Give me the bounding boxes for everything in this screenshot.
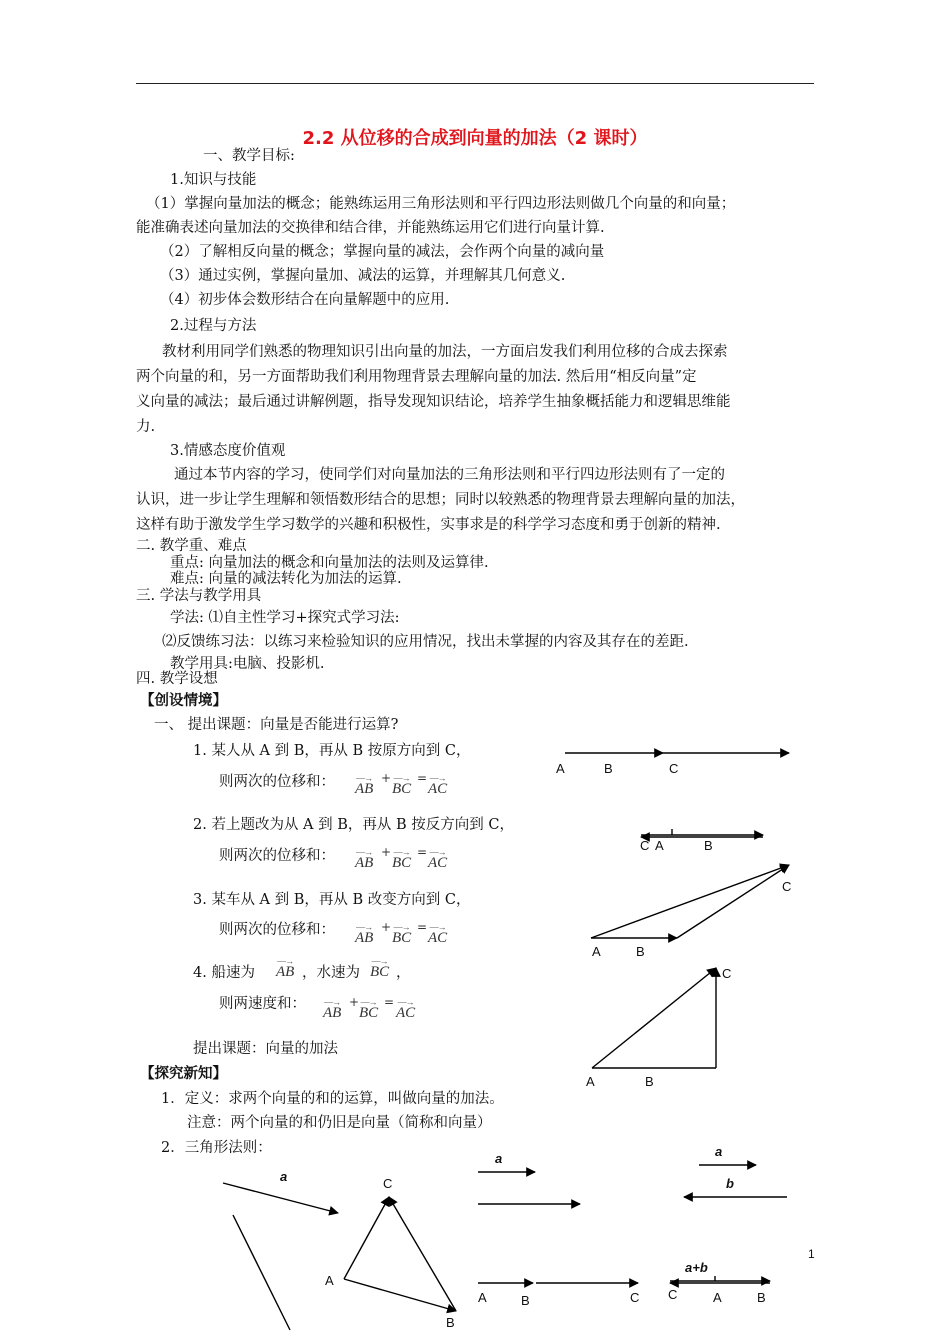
triangle-ac — [344, 1197, 389, 1279]
vector-bc: —→ BC — [392, 773, 412, 797]
triangle-label-c: C — [383, 1176, 393, 1191]
boat-velocity-vector: —→ AB — [276, 956, 295, 980]
fig3-label-a: A — [592, 944, 601, 959]
vector-ab: —→ AB — [355, 773, 374, 797]
water-velocity-vector: —→ BC — [370, 956, 390, 980]
objective-4: （4）初步体会数形结合在向量解题中的应用. — [160, 292, 450, 308]
triangle-ab — [344, 1279, 456, 1311]
opp-label-b: B — [757, 1290, 766, 1305]
example-3-sum-label: 则两次的位移和： — [219, 922, 335, 938]
objective-2: （2）了解相反向量的概念；掌握向量的减法，会作两个向量的减向量 — [160, 244, 605, 260]
label-vector-a: a — [280, 1169, 288, 1184]
example-4-prefix: 4. 船速为 — [193, 965, 255, 981]
plus-sign: + — [381, 845, 392, 859]
objective-1a: （1）掌握向量加法的概念；能熟练运用三角形法则和平行四边形法则做几个向量的和向量； — [146, 196, 736, 212]
scenario-heading: 【创设情境】 — [140, 692, 227, 709]
vector-ac: —→ AC — [428, 922, 448, 946]
vector-ab: —→ AB — [355, 847, 374, 871]
design-heading: 四. 教学设想 — [136, 671, 218, 687]
example-3: 3. 某车从 A 到 B，再从 B 改变方向到 C， — [193, 892, 471, 908]
example-1: 1. 某人从 A 到 B，再从 B 按原方向到 C， — [193, 743, 471, 759]
triangle-label-b: B — [446, 1315, 455, 1330]
vector-ac: —→ AC — [396, 997, 416, 1021]
plus-sign: + — [349, 995, 360, 1009]
label-small-vector-a: a — [495, 1151, 503, 1166]
vector-b — [233, 1215, 290, 1330]
example-4-suffix: ， — [396, 965, 411, 981]
page-number: 1 — [808, 1247, 815, 1261]
process-line-3: 义向量的减法；最后通过讲解例题，指导发现知识结论，培养学生抽象概括能力和逻辑思维能 — [136, 394, 731, 410]
process-heading: 2.过程与方法 — [170, 318, 257, 334]
vector-ac: —→ AC — [428, 847, 448, 871]
vector-bc: —→ BC — [392, 922, 412, 946]
triangle-label-a: A — [325, 1273, 334, 1288]
vector-bc: —→ BC — [392, 847, 412, 871]
emotion-line-2: 认识，进一步让学生理解和领悟数形结合的思想；同时以较熟悉的物理背景去理解向量的加法， — [136, 492, 745, 508]
velocity-sum-label: 则两速度和： — [219, 996, 306, 1012]
definition: 1．定义：求两个向量的和的运算，叫做向量的加法。 — [161, 1091, 504, 1107]
example-1-sum-label: 则两次的位移和： — [219, 774, 335, 790]
label-opp-vector-b: b — [726, 1176, 734, 1191]
opp-label-c: C — [668, 1287, 678, 1302]
equals-sign: = — [417, 771, 428, 785]
process-line-4: 力. — [136, 419, 156, 435]
objective-1b: 能准确表述向量加法的交换律和结合律，并能熟练运用它们进行向量计算. — [136, 220, 605, 236]
triangle-rule-heading: 2．三角形法则： — [161, 1140, 272, 1156]
teaching-tools: 教学用具:电脑、投影机. — [170, 656, 325, 672]
difficult-point: 难点: 向量的减法转化为加法的运算. — [170, 571, 402, 587]
plus-sign: + — [381, 920, 392, 934]
plus-sign: + — [381, 771, 392, 785]
method-1: 学法: ⑴自主性学习+探究式学习法: — [170, 610, 400, 626]
example-4-middle: ，水速为 — [302, 965, 360, 981]
topic-conclusion: 提出课题：向量的加法 — [193, 1041, 338, 1057]
fig1-label-c: C — [669, 761, 679, 776]
fig3-vector-ac — [591, 865, 792, 938]
fig3-label-b: B — [636, 944, 645, 959]
fig3-vector-bc — [677, 865, 792, 938]
knowledge-heading: 1.知识与技能 — [170, 172, 257, 188]
emotion-line-1: 通过本节内容的学习，使同学们对向量加法的三角形法则和平行四边形法则有了一定的 — [174, 467, 725, 483]
objectives-heading: 一、教学目标: — [203, 148, 295, 164]
fig2-label-a: A — [655, 838, 664, 853]
fig2-label-c: C — [640, 838, 650, 853]
label-a-plus-b: a+b — [685, 1260, 708, 1275]
example-2-sum-label: 则两次的位移和： — [219, 848, 335, 864]
opp-label-a: A — [713, 1290, 722, 1305]
vector-ab: —→ AB — [323, 997, 342, 1021]
equals-sign: = — [384, 995, 395, 1009]
process-line-1: 教材利用同学们熟悉的物理知识引出向量的加法，一方面启发我们利用位移的合成去探索 — [162, 344, 728, 360]
vector-a — [223, 1183, 338, 1213]
vector-ab: —→ AB — [355, 922, 374, 946]
method-2: ⑵反馈练习法：以练习来检验知识的应用情况，找出未掌握的内容及其存在的差距. — [162, 634, 689, 650]
emotion-heading: 3.情感态度价值观 — [170, 443, 286, 459]
vector-bc: —→ BC — [359, 997, 379, 1021]
explore-heading: 【探究新知】 — [140, 1065, 227, 1082]
triangle-bc — [389, 1197, 456, 1311]
fig4-vector-ac — [592, 968, 716, 1068]
definition-note: 注意：两个向量的和仍旧是向量（简称和向量） — [187, 1115, 492, 1131]
fig2-label-b: B — [704, 838, 713, 853]
fig4-label-a: A — [586, 1074, 595, 1089]
keypoints-heading: 二. 教学重、难点 — [136, 538, 247, 554]
label-opp-vector-a: a — [715, 1144, 723, 1159]
page-title: 2.2 从位移的合成到向量的加法（2 课时） — [302, 128, 648, 149]
equals-sign: = — [417, 845, 428, 859]
fig1-label-b: B — [604, 761, 613, 776]
question-intro: 一、 提出课题：向量是否能进行运算? — [154, 717, 399, 733]
fig3-label-c: C — [782, 879, 792, 894]
vector-ac: —→ AC — [428, 773, 448, 797]
key-point: 重点: 向量加法的概念和向量加法的法则及运算律. — [170, 555, 489, 571]
equals-sign: = — [417, 920, 428, 934]
example-2: 2. 若上题改为从 A 到 B，再从 B 按反方向到 C， — [193, 817, 514, 833]
collinear-label-a: A — [478, 1290, 487, 1305]
methods-heading: 三. 学法与教学用具 — [136, 588, 262, 604]
fig4-label-c: C — [722, 966, 732, 981]
collinear-label-c: C — [630, 1290, 640, 1305]
fig4-label-b: B — [645, 1074, 654, 1089]
process-line-2: 两个向量的和，另一方面帮助我们利用物理背景去理解向量的加法. 然后用“相反向量”定 — [136, 369, 697, 385]
fig1-label-a: A — [556, 761, 565, 776]
objective-3: （3）通过实例，掌握向量加、减法的运算，并理解其几何意义. — [160, 268, 566, 284]
emotion-line-3: 这样有助于激发学生学习数学的兴趣和积极性，实事求是的科学学习态度和勇于创新的精神. — [136, 517, 721, 533]
collinear-label-b: B — [521, 1293, 530, 1308]
